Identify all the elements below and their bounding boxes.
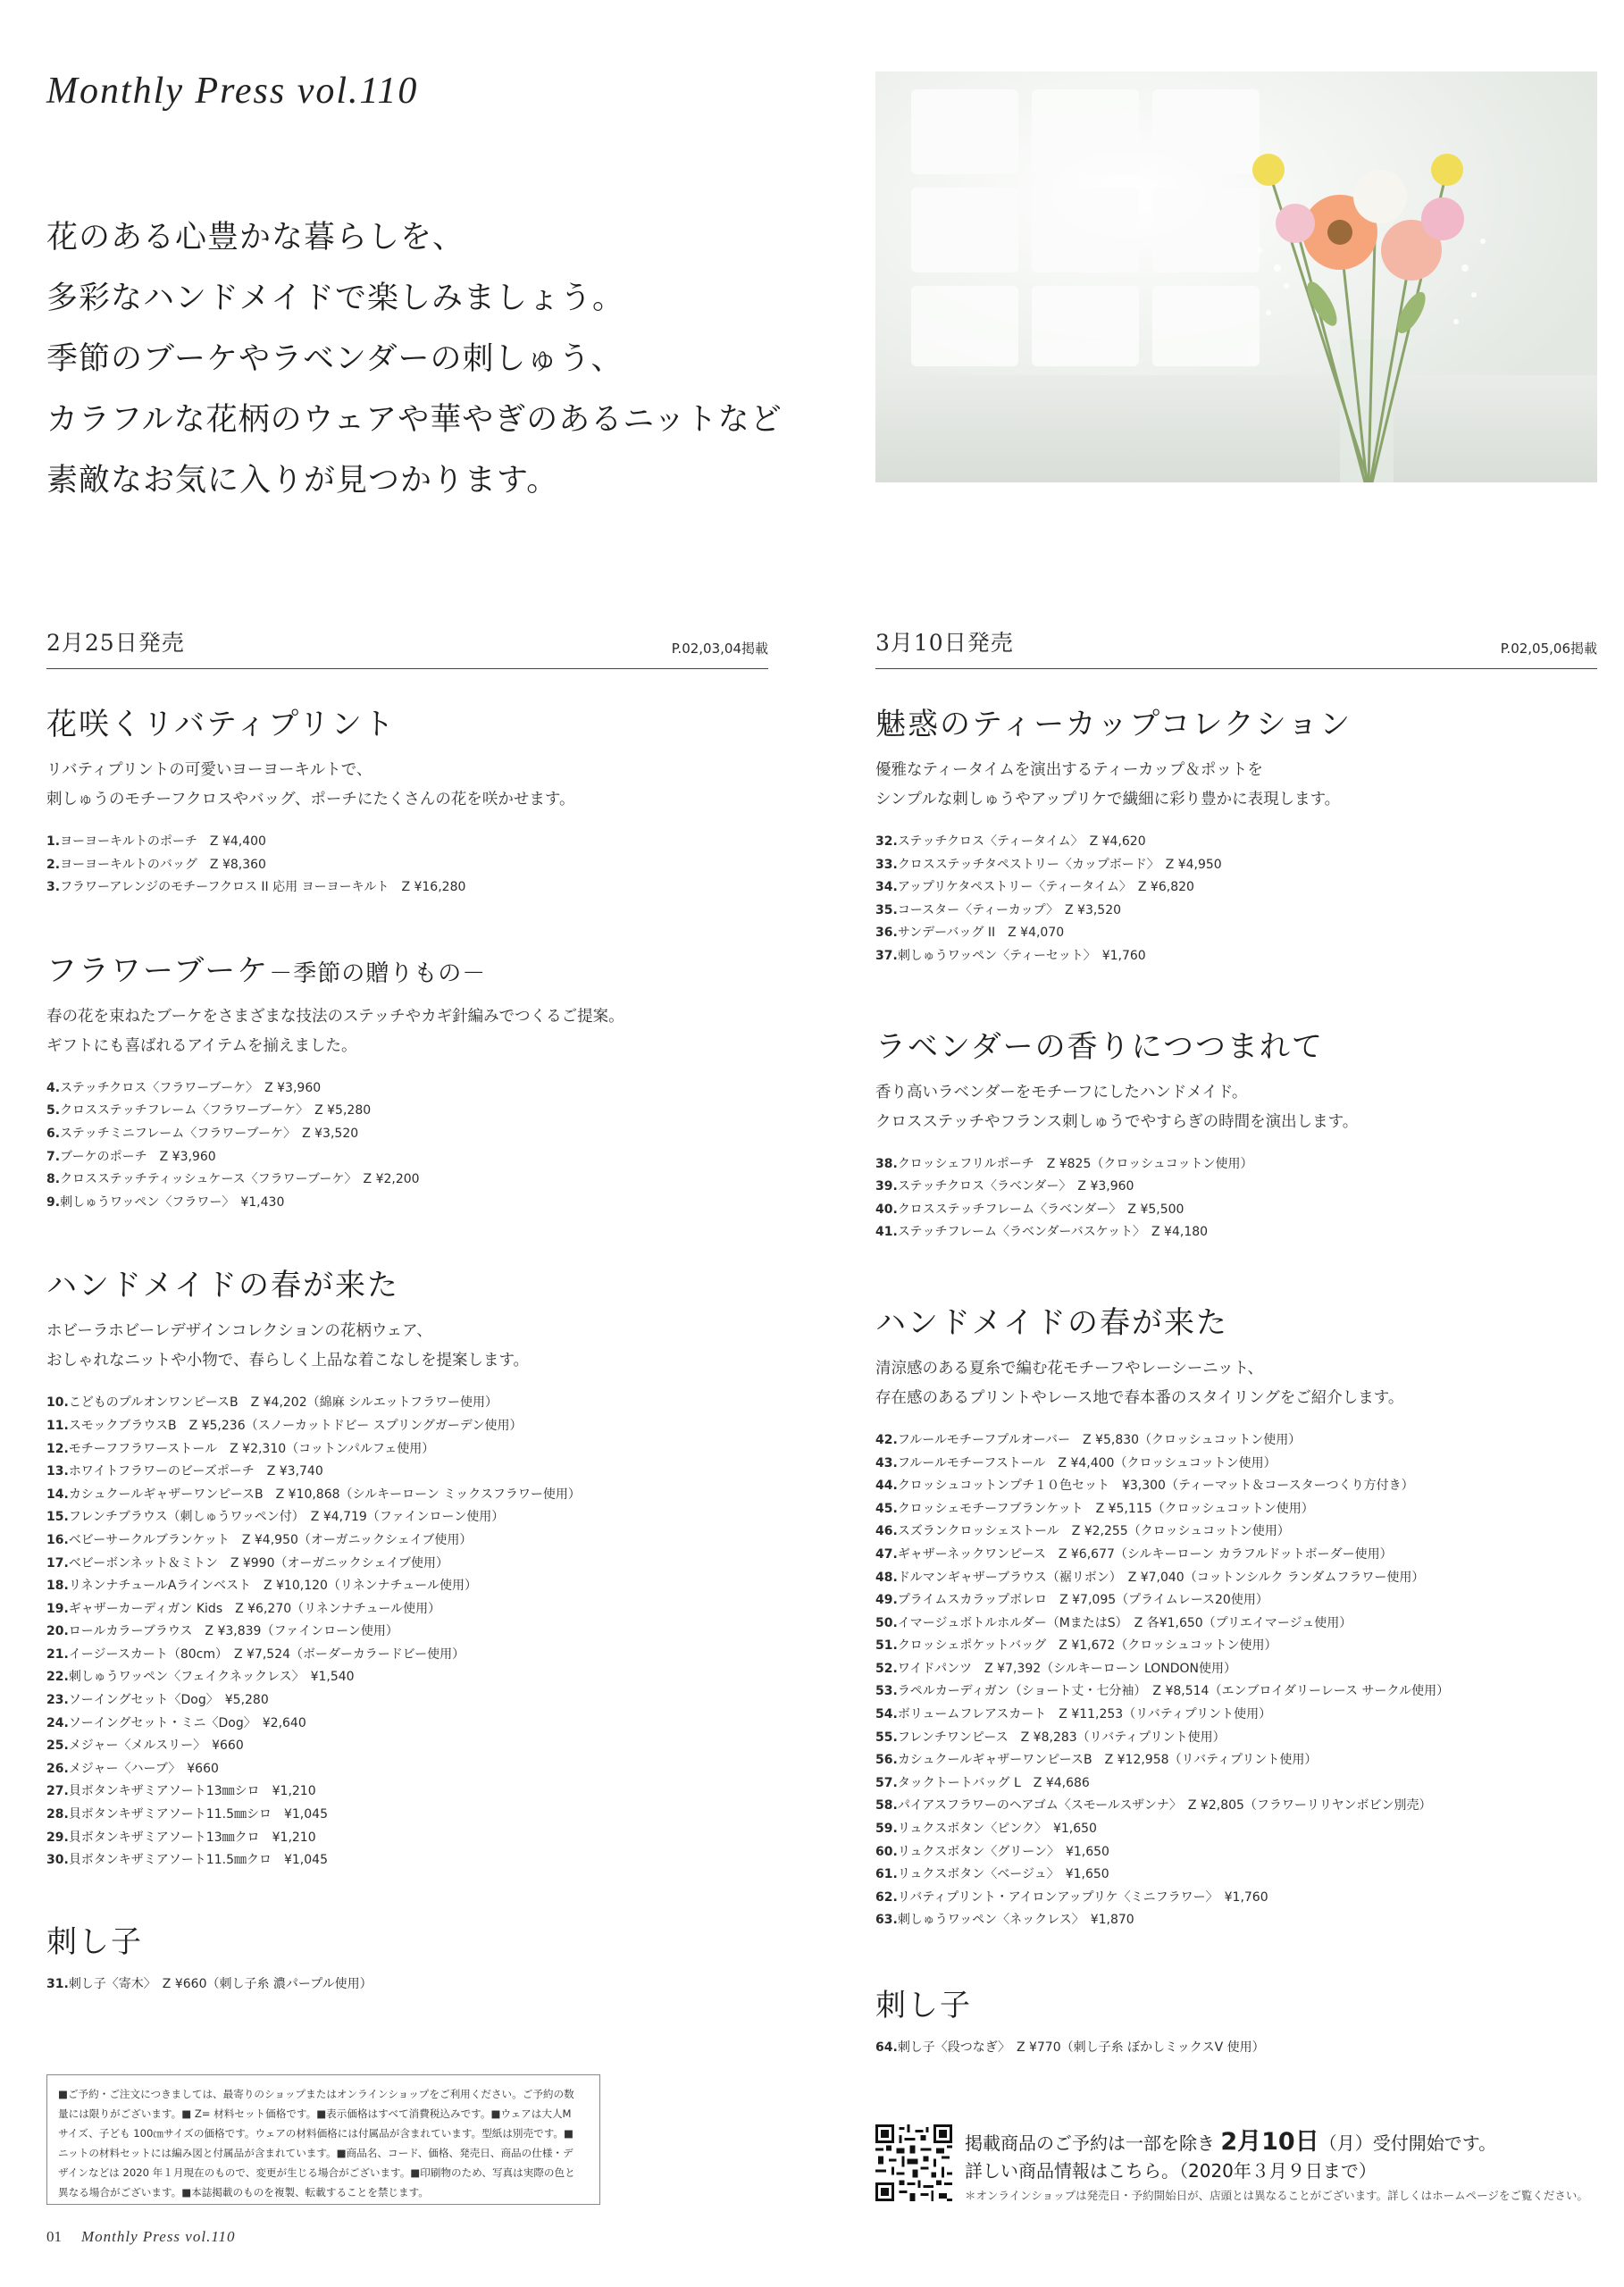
- list-item: 43.フルールモチーフストール Z ¥4,400（クロッシュコットン使用）: [875, 1455, 1277, 1470]
- list-item: 1.ヨーヨーキルトのポーチ Z ¥4,400: [46, 834, 266, 849]
- section-sashiko: [875, 1981, 1597, 2060]
- list-item: 23.ソーイングセット〈Dog〉 ¥5,280: [46, 1693, 269, 1708]
- notes-line: 異なる場合がございます。■本誌掲載のものを複製、転載することを禁じます。: [58, 2186, 429, 2199]
- list-item: 46.スズランクロッシェストール Z ¥2,255（クロッシュコットン使用）: [875, 1524, 1290, 1539]
- list-item: 33.クロスステッチタペストリー〈カップボード〉 Z ¥4,950: [875, 857, 1222, 872]
- section-description: リバティプリントの可愛いヨーヨーキルトで、 刺しゅうのモチーフクロスやバッグ、ポーチにたくさんの花を咲かせます。: [46, 761, 575, 808]
- footer-title: Monthly Press vol.110: [81, 2228, 236, 2245]
- list-item: 48.ドルマンギャザーブラウス（裾リボン） Z ¥7,040（コットンシルク ランダムフラワー使用）: [875, 1570, 1425, 1585]
- list-item: 49.プライムスカラップボレロ Z ¥7,095（プライムレース20使用）: [875, 1593, 1268, 1608]
- list-item: 42.フルールモチーフプルオーバー Z ¥5,830（クロッシュコットン使用）: [875, 1432, 1302, 1447]
- section-title: ハンドメイドの春が来た: [46, 1268, 399, 1304]
- section-title: 花咲くリバティプリント: [46, 707, 396, 742]
- intro-line: 素敵なお気に入りが見つかります。: [46, 463, 559, 498]
- section-sashiko: [46, 1917, 768, 1997]
- section-handmade-spring: [46, 1261, 768, 1872]
- page-number: 01: [46, 2228, 62, 2245]
- product-list: [46, 831, 768, 900]
- list-item: 55.フレンチワンピース Z ¥8,283（リバティプリント使用）: [875, 1730, 1226, 1745]
- product-list: [46, 1392, 768, 1872]
- list-item: 50.イマージュボトルホルダー（MまたはS） Z 各¥1,650（プリエイマージュ使用）: [875, 1615, 1352, 1630]
- list-item: 4.ステッチクロス〈フラワーブーケ〉 Z ¥3,960: [46, 1080, 322, 1095]
- list-item: 34.アップリケタペストリー〈ティータイム〉 Z ¥6,820: [875, 880, 1194, 895]
- list-item: 37.刺しゅうワッペン〈ティーセット〉 ¥1,760: [875, 948, 1146, 963]
- reservation-info: [875, 2124, 1597, 2214]
- list-item: 31.刺し子〈寄木〉 Z ¥660（刺し子糸 濃パープル使用）: [46, 1976, 373, 1991]
- list-item: 64.刺し子〈段つなぎ〉 Z ¥770（刺し子糸 ぼかしミックスV 使用）: [875, 2040, 1265, 2055]
- list-item: 3.フラワーアレンジのモチーフクロス II 応用 ヨーヨーキルト Z ¥16,280: [46, 880, 466, 895]
- section-flower-bouquet: [46, 946, 768, 1215]
- list-item: 61.リュクスボタン〈ベージュ〉 ¥1,650: [875, 1867, 1109, 1882]
- section-title: ハンドメイドの春が来た: [875, 1304, 1228, 1341]
- list-item: 59.リュクスボタン〈ピンク〉 ¥1,650: [875, 1822, 1097, 1837]
- product-list: [875, 2037, 1597, 2060]
- list-item: 28.貝ボタンキザミアソート11.5㎜シロ ¥1,045: [46, 1807, 328, 1822]
- reservation-line-2: 詳しい商品情報はこちら。（2020年３月９日まで）: [965, 2160, 1377, 2182]
- section-lavender: [875, 1022, 1597, 1244]
- list-item: 22.刺しゅうワッペン〈フェイクネックレス〉 ¥1,540: [46, 1670, 355, 1685]
- notes-line: 量には限りがございます。■ Z= 材料セット価格です。■表示価格はすべて消費税込みです。■ウェアは大人M: [58, 2107, 572, 2120]
- release-header: [875, 625, 1597, 669]
- notes-line: ■ご予約・ご注文につきましては、最寄りのショップまたはオンラインショップをご利用ください。ご予約の数: [58, 2088, 574, 2100]
- product-list: [46, 1077, 768, 1215]
- section-handmade-spring: [875, 1298, 1597, 1932]
- section-description: 清涼感のある夏糸で編む花モチーフやレーシーニット、 存在感のあるプリントやレース地で春本番のスタイリングをご紹介します。: [875, 1359, 1404, 1407]
- notes-line: サイズ、子ども 100㎝サイズの価格です。ウェアの材料価格には付属品が含まれています。型紙は別売です。■: [58, 2127, 573, 2140]
- list-item: 21.イージースカート（80cm） Z ¥7,524（ボーダーカラードビー使用）: [46, 1646, 465, 1662]
- section-title: フラワーブーケ－季節の贈りもの－: [46, 952, 487, 989]
- list-item: 38.クロッシェフリルポーチ Z ¥825（クロッシュコットン使用）: [875, 1156, 1253, 1171]
- list-item: 51.クロッシェポケットバッグ Z ¥1,672（クロッシュコットン使用）: [875, 1638, 1277, 1654]
- list-item: 44.クロッシュコットンプチ１０色セット ¥3,300（ティーマット＆コースターつくり方付き）: [875, 1479, 1414, 1494]
- list-item: 24.ソーイングセット・ミニ〈Dog〉 ¥2,640: [46, 1715, 306, 1730]
- section-description: ホビーラホビーレデザインコレクションの花柄ウェア、 おしゃれなニットや小物で、春らしく上品な着こなしを提案します。: [46, 1322, 530, 1370]
- intro-line: 花のある心豊かな暮らしを、: [46, 220, 465, 256]
- list-item: 10.こどものプルオンワンピースB Z ¥4,202（綿麻 シルエットフラワー使用）: [46, 1395, 498, 1411]
- section-title: 刺し子: [875, 1988, 972, 2023]
- list-item: 2.ヨーヨーキルトのバッグ Z ¥8,360: [46, 857, 266, 872]
- list-item: 14.カシュクールギャザーワンピースB Z ¥10,868（シルキーローン ミックスフラワー使用）: [46, 1487, 581, 1502]
- intro-line: カラフルな花柄のウェアや華やぎのあるニットなど: [46, 402, 783, 438]
- intro-line: 多彩なハンドメイドで楽しみましょう。: [46, 281, 624, 316]
- list-item: 25.メジャー〈メルスリー〉 ¥660: [46, 1738, 244, 1754]
- list-item: 12.モチーフフラワーストール Z ¥2,310（コットンパルフェ使用）: [46, 1441, 435, 1456]
- qr-code-icon[interactable]: [875, 2124, 952, 2201]
- release-date: 2月25日発売: [46, 630, 185, 656]
- list-item: 6.ステッチミニフレーム〈フラワーブーケ〉 Z ¥3,520: [46, 1126, 359, 1141]
- list-item: 17.ベビーボンネット＆ミトン Z ¥990（オーガニックシェイブ使用）: [46, 1555, 448, 1571]
- section-description: 香り高いラベンダーをモチーフにしたハンドメイド。 クロスステッチやフランス刺しゅうでやすらぎの時間を演出します。: [875, 1083, 1359, 1131]
- list-item: 53.ラペルカーディガン（ショート丈・七分袖） Z ¥8,514（エンブロイダリーレース サークル使用）: [875, 1684, 1450, 1699]
- section-title: ラベンダーの香りにつつまれて: [875, 1028, 1324, 1065]
- list-item: 18.リネンナチュールAラインベスト Z ¥10,120（リネンナチュール使用）: [46, 1579, 477, 1594]
- list-item: 56.カシュクールギャザーワンピースB Z ¥12,958（リバティプリント使用）: [875, 1753, 1318, 1768]
- list-item: 26.メジャー〈ハーブ〉 ¥660: [46, 1761, 219, 1776]
- list-item: 63.刺しゅうワッペン〈ネックレス〉 ¥1,870: [875, 1913, 1134, 1928]
- list-item: 40.クロスステッチフレーム〈ラベンダー〉 Z ¥5,500: [875, 1202, 1185, 1217]
- list-item: 8.クロスステッチティッシュケース〈フラワーブーケ〉 Z ¥2,200: [46, 1172, 420, 1187]
- list-item: 7.ブーケのポーチ Z ¥3,960: [46, 1149, 216, 1164]
- reservation-date: 2月10日: [1220, 2128, 1319, 2156]
- list-item: 54.ボリュームフレアスカート Z ¥11,253（リバティプリント使用）: [875, 1707, 1272, 1722]
- section-liberty-print: [46, 700, 768, 900]
- product-list: [875, 1153, 1597, 1244]
- intro-text: [46, 207, 833, 511]
- product-list: [46, 1973, 768, 1997]
- list-item: 9.刺しゅうワッペン〈フラワー〉 ¥1,430: [46, 1194, 285, 1210]
- product-list: [875, 1429, 1597, 1932]
- list-item: 47.ギャザーネックワンピース Z ¥6,677（シルキーローン カラフルドットボーダー使用）: [875, 1546, 1393, 1562]
- hero-photo-flower-vase: [875, 71, 1597, 482]
- section-title: 魅惑のティーカップコレクション: [875, 707, 1352, 742]
- list-item: 36.サンデーバッグ II Z ¥4,070: [875, 926, 1065, 941]
- release-date: 3月10日発売: [875, 630, 1014, 656]
- reservation-line-1: 掲載商品のご予約は一部を除き 2月10日（月）受付開始です。: [965, 2128, 1497, 2156]
- list-item: 60.リュクスボタン〈グリーン〉 ¥1,650: [875, 1844, 1109, 1859]
- masthead-title: Monthly Press vol.110: [46, 71, 419, 112]
- reservation-text: [965, 2128, 1588, 2207]
- list-item: 27.貝ボタンキザミアソート13㎜シロ ¥1,210: [46, 1784, 316, 1799]
- list-item: 57.タックトートバッグ L Z ¥4,686: [875, 1775, 1090, 1790]
- list-item: 45.クロッシェモチーフブランケット Z ¥5,115（クロッシュコットン使用）: [875, 1501, 1314, 1516]
- list-item: 11.スモックブラウスB Z ¥5,236（スノーカットドビー スプリングガーデン使用）: [46, 1418, 523, 1433]
- intro-line: 季節のブーケやラベンダーの刺しゅう、: [46, 341, 624, 377]
- list-item: 20.ロールカラーブラウス Z ¥3,839（ファインローン使用）: [46, 1624, 398, 1639]
- list-item: 41.ステッチフレーム〈ラベンダーバスケット〉 Z ¥4,180: [875, 1225, 1209, 1240]
- product-list: [875, 831, 1597, 968]
- column-feb-release: [46, 625, 768, 1996]
- flower-vase-illustration: [875, 71, 1597, 482]
- list-item: 29.貝ボタンキザミアソート13㎜クロ ¥1,210: [46, 1830, 316, 1845]
- list-item: 15.フレンチブラウス（刺しゅうワッペン付） Z ¥4,719（ファインローン使用）: [46, 1510, 505, 1525]
- list-item: 39.ステッチクロス〈ラベンダー〉 Z ¥3,960: [875, 1179, 1134, 1194]
- release-pages: P.02,05,06掲載: [1500, 641, 1597, 657]
- notes-line: ザインなどは 2020 年１月現在のもので、変更が生じる場合がございます。■印刷物のため、写真は実際の色と: [58, 2166, 575, 2179]
- section-teacup-collection: [875, 700, 1597, 968]
- list-item: 16.ベビーサークルブランケット Z ¥4,950（オーガニックシェイブ使用）: [46, 1532, 473, 1547]
- reservation-note: ＊オンラインショップは発売日・予約開始日が、店頭とは異なることがございます。詳しくはホームページをご覧ください。: [965, 2189, 1588, 2202]
- section-title: 刺し子: [46, 1923, 143, 1960]
- list-item: 62.リバティプリント・アイロンアップリケ〈ミニフラワー〉 ¥1,760: [875, 1889, 1268, 1905]
- notes-box: [46, 2074, 600, 2205]
- list-item: 13.ホワイトフラワーのビーズポーチ Z ¥3,740: [46, 1464, 323, 1479]
- notes-line: ニットの材料セットには編み図と付属品が含まれています。■商品名、コード、価格、発売日、商品の仕様・デ: [58, 2147, 573, 2159]
- list-item: 19.ギャザーカーディガン Kids Z ¥6,270（リネンナチュール使用）: [46, 1601, 441, 1616]
- section-description: 春の花を束ねたブーケをさまざまな技法のステッチやカギ針編みでつくるご提案。 ギフトにも喜ばれるアイテムを揃えました。: [46, 1007, 624, 1055]
- list-item: 32.ステッチクロス〈ティータイム〉 Z ¥4,620: [875, 834, 1146, 849]
- list-item: 52.ワイドパンツ Z ¥7,392（シルキーローン LONDON使用）: [875, 1661, 1237, 1676]
- column-mar-release: [875, 625, 1597, 2060]
- section-description: 優雅なティータイムを演出するティーカップ＆ポットを シンプルな刺しゅうやアップリケで繊細に彩り豊かに表現します。: [875, 761, 1341, 808]
- list-item: 58.パイアスフラワーのヘアゴム〈スモールスザンナ〉 Z ¥2,805（フラワーリリヤンボビン別売）: [875, 1798, 1432, 1814]
- page-footer: [46, 2228, 236, 2246]
- list-item: 5.クロスステッチフレーム〈フラワーブーケ〉 Z ¥5,280: [46, 1103, 372, 1118]
- release-header: [46, 625, 768, 669]
- list-item: 35.コースター〈ティーカップ〉 Z ¥3,520: [875, 902, 1122, 917]
- list-item: 30.貝ボタンキザミアソート11.5㎜クロ ¥1,045: [46, 1853, 328, 1868]
- release-pages: P.02,03,04掲載: [671, 641, 768, 657]
